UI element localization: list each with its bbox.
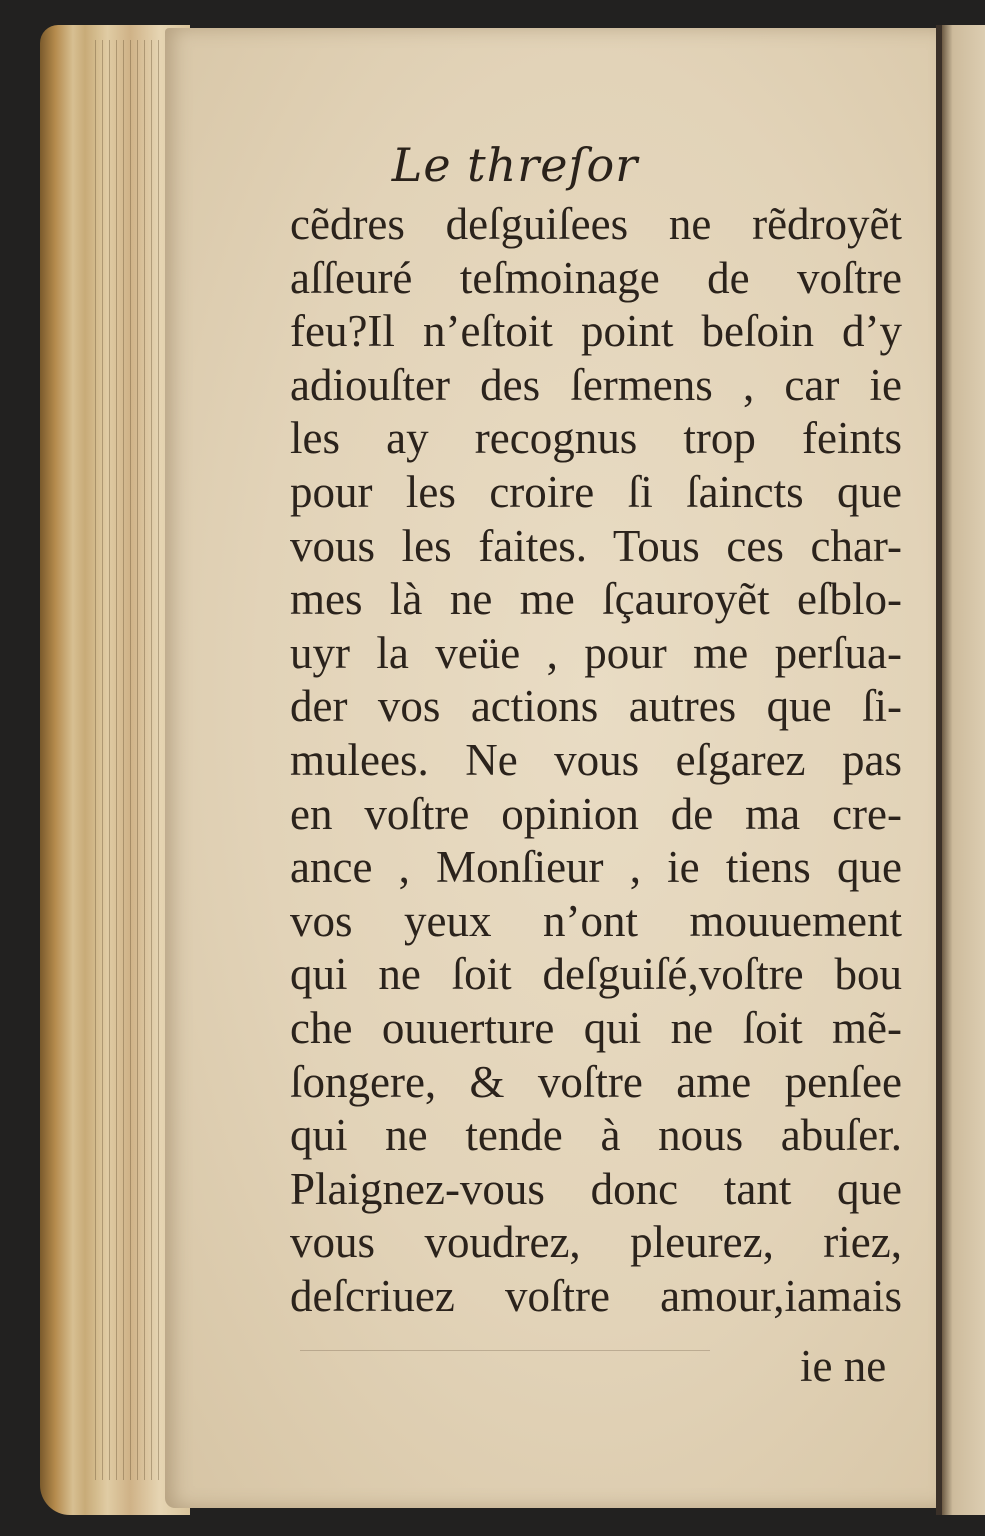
text-line: aſſeuré teſmoinage de voſtre bbox=[290, 252, 902, 303]
text-line: feu?Il n’eſtoit point beſoin d’y bbox=[290, 306, 902, 357]
text-line: ſongere, & voſtre ame penſee bbox=[290, 1056, 902, 1107]
text-line: vous voudrez, pleurez, riez, bbox=[290, 1217, 902, 1268]
text-line: adiouſter des ſermens , car ie bbox=[290, 359, 902, 410]
running-head: Le threſor bbox=[391, 138, 639, 192]
text-line: pour les croire ſi ſaincts que bbox=[290, 466, 902, 517]
text-line: vos yeux n’ont mouuement bbox=[290, 895, 902, 946]
text-line: uyr la veüe , pour me perſua- bbox=[290, 627, 902, 678]
page-text bbox=[290, 198, 915, 1323]
catchword: ie ne bbox=[800, 1341, 887, 1391]
text-line: der vos actions autres que ſi- bbox=[290, 681, 902, 732]
text-line: che ouuerture qui ne ſoit mẽ- bbox=[290, 1002, 902, 1053]
text-line: les ay recognus trop feints bbox=[290, 413, 902, 464]
text-line: Plaignez-vous donc tant que bbox=[290, 1163, 902, 1214]
text-line: deſcriuez voſtre amour,iamais bbox=[290, 1270, 902, 1321]
text-line: mulees. Ne vous eſgarez pas bbox=[290, 734, 902, 785]
bottom-rule bbox=[300, 1350, 710, 1351]
facing-page-edge bbox=[942, 25, 985, 1515]
text-line: vous les faites. Tous ces char- bbox=[290, 520, 902, 571]
text-line: mes là ne me ſçauroyẽt eſblo- bbox=[290, 574, 902, 625]
text-line: cẽdres deſguiſees ne rẽdroyẽt bbox=[290, 199, 902, 249]
text-line: qui ne ſoit deſguiſé,voſtre bou bbox=[290, 949, 902, 1000]
text-line: en voſtre opinion de ma cre- bbox=[290, 788, 902, 839]
text-line: qui ne tende à nous abuſer. bbox=[290, 1110, 902, 1161]
text-line: ance , Monſieur , ie tiens que bbox=[290, 842, 902, 893]
